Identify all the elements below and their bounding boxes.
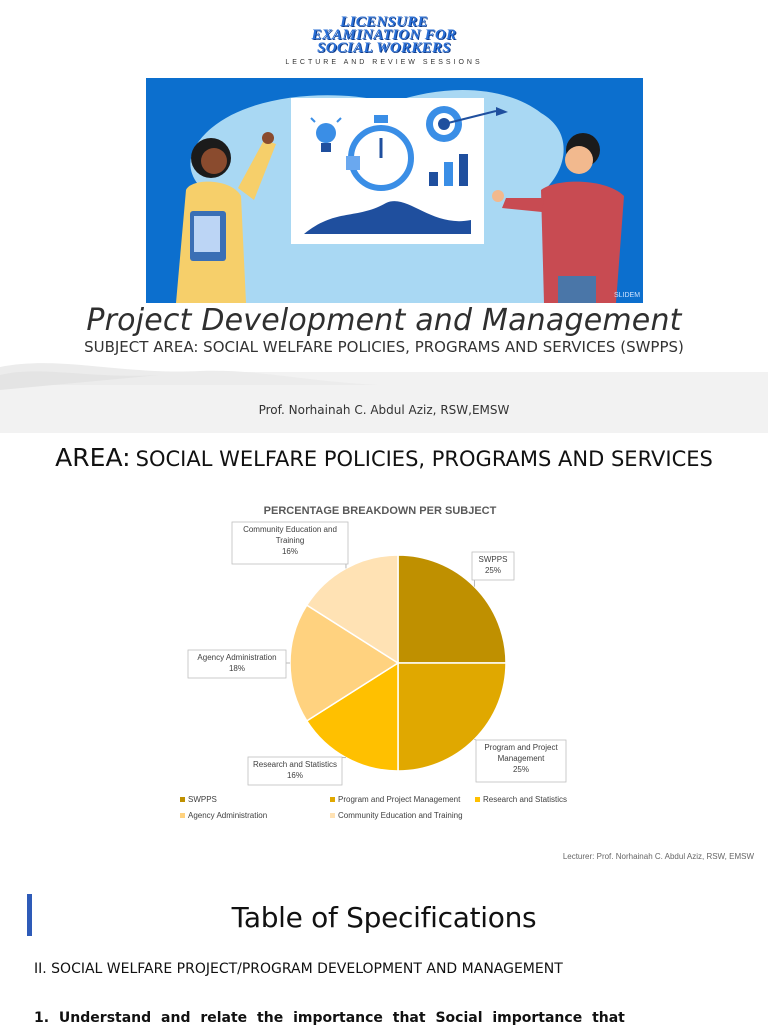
specifications-slide — [0, 873, 768, 1024]
data-label-name: Program and Project — [484, 743, 558, 752]
data-label-name: Training — [275, 536, 305, 545]
presentation-title: Project Development and Management — [86, 303, 682, 338]
chart-legend — [180, 795, 567, 820]
data-label-name: Community Education and — [243, 525, 337, 534]
pie-chart — [170, 500, 590, 840]
legend-item-research-and-statistics — [475, 795, 567, 804]
specification-item: 1. Understand and relate the importance that Social importance that — [34, 1010, 625, 1026]
area-slide — [0, 433, 768, 873]
legend-swatch — [330, 797, 335, 802]
area-heading-prefix: AREA: — [55, 443, 131, 472]
data-label-name: SWPPS — [478, 555, 508, 564]
data-label-value: 25% — [484, 566, 502, 575]
logo-line-3: SOCIAL WORKERS — [317, 40, 451, 56]
logo-subline: LECTURE AND REVIEW SESSIONS — [285, 59, 483, 66]
licensure-logo — [260, 16, 508, 66]
data-label-value: 25% — [512, 765, 530, 774]
data-label-value: 16% — [286, 771, 304, 780]
data-label-name: Research and Statistics — [252, 760, 338, 769]
specifications-title: Table of Specifications — [231, 901, 537, 934]
legend-swatch — [475, 797, 480, 802]
legend-label: Research and Statistics — [483, 795, 568, 804]
legend-swatch — [180, 813, 185, 818]
lecturer-footer: Lecturer: Prof. Norhainah C. Abdul Aziz, RSW, EMSW — [562, 852, 754, 861]
logo-line-1: LICENSURE — [340, 14, 428, 30]
pie-slices — [290, 555, 506, 771]
data-label-value: 18% — [228, 664, 246, 673]
data-label-name: Management — [497, 754, 545, 763]
legend-swatch — [330, 813, 335, 818]
subject-area-subtitle: SUBJECT AREA: SOCIAL WELFARE POLICIES, PROGRAMS AND SERVICES (SWPPS) — [84, 338, 684, 356]
section-heading: II. SOCIAL WELFARE PROJECT/PROGRAM DEVELOPMENT AND MANAGEMENT — [34, 961, 563, 977]
title-slide — [0, 0, 768, 433]
legend-label: Program and Project Management — [338, 795, 461, 804]
area-heading-rest: SOCIAL WELFARE POLICIES, PROGRAMS AND SERVICES — [135, 447, 713, 471]
legend-item-agency-administration — [180, 811, 267, 820]
legend-swatch — [180, 797, 185, 802]
watermark-text: SLIDEM — [614, 292, 641, 299]
area-heading — [0, 443, 768, 472]
hero-illustration — [146, 78, 643, 303]
legend-item-community-education-and-training — [330, 811, 463, 820]
legend-label: Agency Administration — [188, 811, 268, 820]
legend-item-program-and-project-management — [330, 795, 461, 804]
logo-line-2: EXAMINATION FOR — [311, 27, 457, 43]
data-label-name: Agency Administration — [197, 653, 277, 662]
legend-item-swpps — [180, 795, 217, 804]
author-name: Prof. Norhainah C. Abdul Aziz, RSW,EMSW — [258, 403, 510, 417]
legend-label: Community Education and Training — [338, 811, 463, 820]
legend-label: SWPPS — [188, 795, 217, 804]
chart-title: PERCENTAGE BREAKDOWN PER SUBJECT — [263, 505, 497, 517]
data-label-value: 16% — [281, 547, 299, 556]
